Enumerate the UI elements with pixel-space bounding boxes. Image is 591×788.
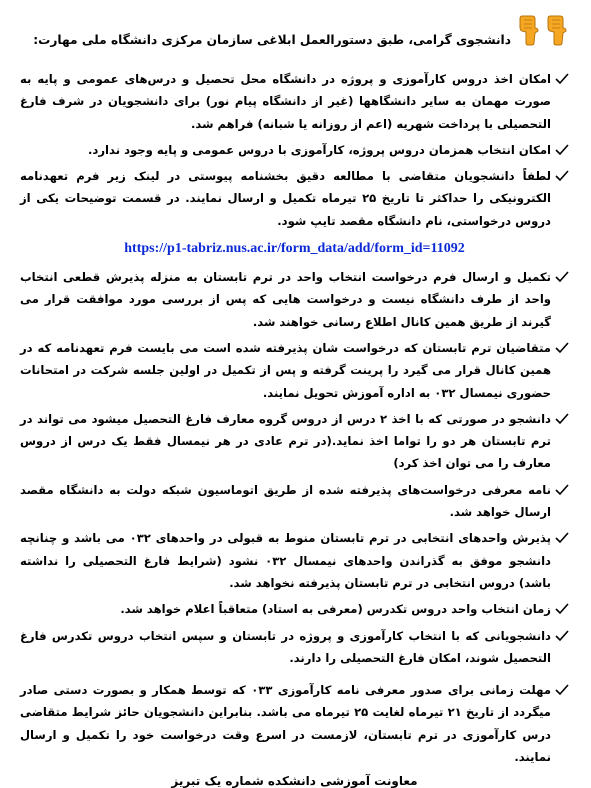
checkmark-icon: [555, 143, 569, 157]
list-item: [20, 408, 569, 475]
signature: معاونت آموزشی دانشکده شماره یک تبریز: [171, 774, 418, 788]
list-item: [20, 527, 569, 594]
checkmark-icon: [555, 602, 569, 616]
list-item: [20, 598, 569, 620]
form-link[interactable]: https://p1-tabriz.nus.ac.ir/form_data/add/form_id=11092: [124, 241, 465, 257]
list-item: [20, 625, 569, 670]
checkmark-icon: [555, 341, 569, 355]
list-item-final: [20, 679, 569, 768]
list-item: [20, 165, 569, 232]
list-item-text: دانشجو در صورتی که با اخذ ۲ درس از دروس گروه معارف فارغ التحصیل میشود می تواند در ترم تابستان هر دو را تواما اخذ نماید.(در ترم عادی در هر نیمسال فقط یک درس از دروس معارف را می توان اخذ کرد): [20, 411, 551, 471]
list-item: [20, 68, 569, 135]
list-item-text: تکمیل و ارسال فرم درخواست انتخاب واحد در ترم تابستان به منزله پذیرش قطعی انتخاب واحد از طرف دانشگاه نیست و درخواست هایی که پس از بررسی مورد موافقت قرار می گیرند از طریق همین کانال اطلاع رسانی خواهند شد.: [20, 270, 551, 329]
checkmark-icon: [555, 483, 569, 497]
list-item-text: پذیرش واحدهای انتخابی در ترم تابستان منوط به قبولی در واحدهای ۰۳۲ می باشد و چنانچه دانشجو موفق به گذراندن واحدهای نیمسال ۰۳۲ نشود (شرایط فارغ التحصیلی را نداشته باشد) دروس انتخابی در ترم تابستان پذیرفته نخواهد شد.: [20, 531, 551, 590]
intro-text: دانشجوی گرامی، طبق دستورالعمل ابلاغی سازمان مرکزی دانشگاه ملی مهارت:: [33, 33, 511, 47]
checkmark-icon: [555, 270, 569, 284]
list-item: [20, 139, 569, 161]
items-list-2: [20, 266, 569, 669]
header: [20, 14, 569, 54]
list-item-text: مهلت زمانی برای صدور معرفی نامه کارآموزی ۰۳۳ که توسط همکار و بصورت دستی صادر میگردد از تاریخ ۲۱ تیرماه لغایت ۲۵ تیرماه می باشد. بنابراین دانشجویان حائز شرایط متقاضی درس کارآموزی در ترم تابستان، لازمست در اسرع وقت درخواست خود را تکمیل و ارسال نمایند.: [20, 683, 551, 765]
list-item-text: دانشجویانی که با انتخاب کارآموزی و پروژه در تابستان و سپس انتخاب دروس تکدرس فارغ التحصیل شوند، امکان فارغ التحصیلی را دارند.: [20, 628, 551, 665]
checkmark-icon: [555, 683, 569, 697]
checkmark-icon: [555, 72, 569, 86]
items-list-1: [20, 68, 569, 232]
list-item-text: متقاضیان ترم تابستان که درخواست شان پذیرفته شده است می بایست فرم تعهدنامه که در همین کانال قرار می گیرد را پرینت گرفته و پس از تکمیل در اولین جلسه شرکت در امتحانات حضوری نیمسال ۰۳۲ به اداره آموزش تحویل نمایند.: [20, 340, 551, 400]
list-item-text: لطفاً دانشجویان متقاضی با مطالعه دقیق بخشنامه پیوستی در لینک زیر فرم تعهدنامه الکترونیکی را حداکثر تا تاریخ ۲۵ تیرماه تکمیل و ارسال نمایند. در قسمت توضیحات یکی از دروس درخواستی، نام دانشگاه مقصد تایپ شود.: [20, 169, 551, 228]
list-item: [20, 266, 569, 333]
list-item-text: امکان انتخاب همزمان دروس پروژه، کارآموزی با دروس عمومی و پایه وجود ندارد.: [88, 142, 551, 157]
checkmark-icon: [555, 412, 569, 426]
list-item: [20, 337, 569, 404]
checkmark-icon: [555, 629, 569, 643]
list-item-text: امکان اخذ دروس کارآموزی و پروژه در دانشگاه محل تحصیل و درس‌های عمومی و پایه به صورت مهمان به سایر دانشگاهها (غیر از دانشگاه پیام نور) برای دانشجویان در شرف فارغ التحصیلی با پرداخت شهریه (اعم از روزانه یا شبانه) فراهم شد.: [20, 72, 551, 131]
pointing-hand-icon: [517, 14, 541, 46]
list-item-text: زمان انتخاب واحد دروس تکدرس (معرفی به استاد) متعاقباً اعلام خواهد شد.: [120, 602, 551, 617]
checkmark-icon: [555, 169, 569, 183]
list-item-text: نامه معرفی درخواست‌های پذیرفته شده از طریق اتوماسیون شبکه دولت به دانشگاه مقصد ارسال خواهد شد.: [20, 482, 551, 520]
hand-icons: [517, 14, 569, 46]
checkmark-icon: [555, 531, 569, 545]
list-item: [20, 479, 569, 524]
pointing-hand-icon: [545, 14, 569, 46]
